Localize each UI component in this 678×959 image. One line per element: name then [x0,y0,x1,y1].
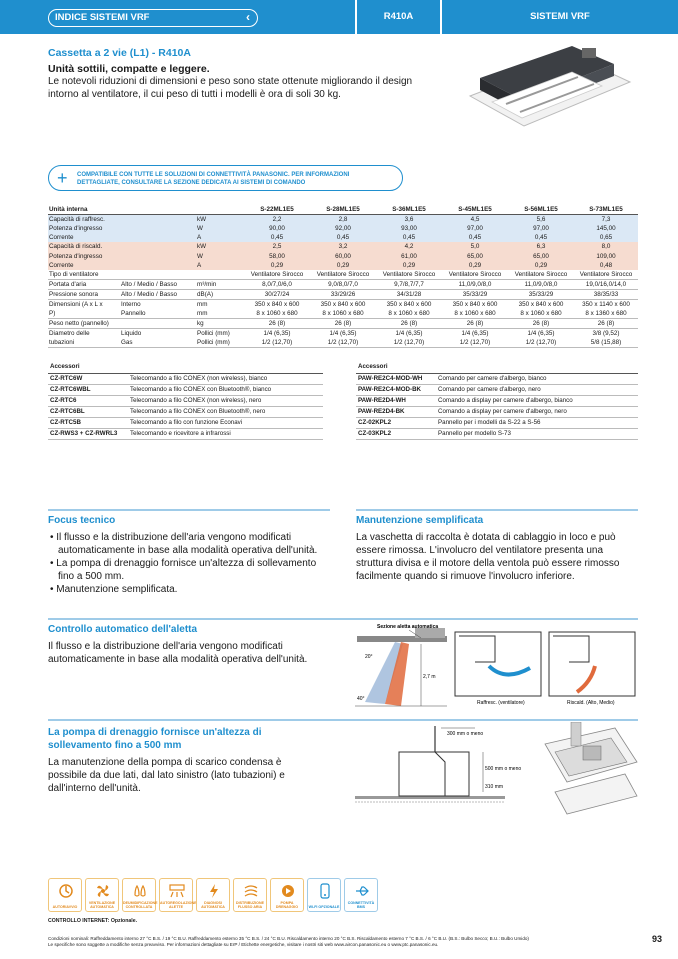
fan-icon [95,883,111,899]
spec-value: S-22ML1E5 [244,205,310,215]
accessory-code: CZ-RTC6 [48,395,128,406]
spec-value: 65,00 [508,252,574,261]
spec-value: 8 x 1060 x 680 [244,309,310,319]
spec-value: 8,0 [574,242,638,251]
spec-sublabel: Liquido [121,329,142,337]
pump-title: La pompa di drenaggio fornisce un'altezza di sollevamento fino a 500 mm [48,727,262,751]
spec-value: 9,7/8,7/7,7 [376,279,442,289]
dimension-label: 310 mm [485,784,504,790]
internet-control-note: CONTROLLO INTERNET: Opzionale. [48,918,138,924]
pump-detail-image [545,722,637,814]
spec-row [48,233,638,242]
focus-bullet-text: La pompa di drenaggio fornisce un'altezza di sollevamento fino a 500 mm. [56,558,317,582]
accessory-row [48,428,323,439]
feature-badge [196,878,230,912]
spec-value: 1/2 (12,70) [376,338,442,348]
spec-value: 35/33/29 [442,289,508,299]
spec-sublabel [120,261,196,270]
accessories-header: Accessori [356,362,638,373]
spec-row [48,338,638,348]
connectivity-text: COMPATIBILE CON TUTTE LE SOLUZIONI DI CONNETTIVITÀ PANASONIC. PER INFORMAZIONI DETTAGLIATE, CONSULTARE LA SEZIONE DEDICATA AI SISTEMI DI COMANDO [77,172,350,186]
spec-value: 0,45 [376,233,442,242]
spec-sublabel [120,215,196,225]
spec-value: 109,00 [574,252,638,261]
accessory-description: Comando per camere d'albergo, bianco [436,373,638,384]
accessory-description: Comando a display per camere d'albergo, bianco [436,395,638,406]
accessory-code: CZ-RTC6BL [48,406,128,417]
accessory-description: Comando a display per camere d'albergo, nero [436,406,638,417]
page-header [0,0,678,34]
spec-value: Ventilatore Sirocco [310,270,376,280]
focus-bullet [48,583,318,596]
spec-value: 5/8 (15,88) [574,338,638,348]
accessory-description: Telecomando a filo CONEX (non wireless), nero [128,395,323,406]
spec-value: 1/4 (6,35) [527,329,555,337]
spec-value: 26 (8) [310,318,376,328]
accessories-header-row [356,362,638,373]
spec-unit: Pollici (mm) [196,338,244,348]
feature-label: DIAGNOSI AUTOMATICA [201,901,225,909]
accessory-row [356,428,638,439]
spec-value: 8,0/7,0/6,0 [244,279,310,289]
louver-icon [169,883,185,899]
spec-unit: kW [196,215,244,225]
spec-row [48,205,638,215]
footnote: Condizioni nominali: Raffreddamento interno 27 °C B.S. / 19 °C B.U. Raffreddamento esterno 35 °C B.S. / 24 °C B.U. Riscaldamento interno 20 °C B.S. Riscaldamento esterno 7 °C B.S. / 6 °C B.U. (B.S.: Bulbo Secco; B.U.: Bulbo Umido) Le specifiche sono soggette a modifiche senza preavviso. Per informazioni dettagliate su ErP / Etichette energetiche, visitare i nostri siti web www.aircon.panasonic.eu o www.ptc.panasonic.eu. [48,936,529,947]
spec-label: Capacità di raffresc. [48,215,120,225]
spec-value: 2,2 [244,215,310,225]
spec-sublabel: Interno [121,300,141,308]
focus-title: Focus tecnico [48,515,116,526]
height-label: 2,7 m [423,674,436,680]
index-label: INDICE SISTEMI VRF [55,12,150,23]
spec-value: 8 x 1060 x 680 [376,309,442,319]
spec-value: 3,2 [310,242,376,251]
accessory-description: Telecomando a filo CONEX (non wireless), bianco [128,373,323,384]
spec-value: 0,29 [376,261,442,270]
focus-bullet [48,531,318,557]
accessory-code: CZ-RTC6W [48,373,128,384]
spec-value: 58,00 [244,252,310,261]
accessory-row [48,373,323,384]
spec-value: Ventilatore Sirocco [376,270,442,280]
spec-value: 350 x 840 x 600 [452,300,498,308]
accessory-code: PAW-RE2D4-WH [356,395,436,406]
spec-value: 97,00 [508,224,574,233]
spec-value: 93,00 [376,224,442,233]
accessory-row [48,395,323,406]
accessory-description: Telecomando a filo con funzione Econavi [128,417,323,428]
page-number: 93 [652,934,663,944]
spec-label: Potenza d'ingresso [48,224,120,233]
spec-value: 26 (8) [574,318,638,328]
spec-value: 1/2 (12,70) [442,338,508,348]
cassette-unit-image [462,38,632,148]
accessories-table-left [48,362,323,440]
pump-diagram [355,722,638,818]
accessory-row [48,384,323,395]
spec-label: P) [48,309,120,319]
accessory-row [48,417,323,428]
spec-sublabel [120,205,196,215]
section-rule [48,719,638,721]
spec-sublabel: Alto / Medio / Basso [120,289,196,299]
product-description: Le notevoli riduzioni di dimensioni e peso sono state ottenute migliorando il design intorno al ventilatore, il cui peso di tutti i modelli è ora di soli 30 kg. [48,76,413,100]
accessory-row [356,384,638,395]
spec-value: Ventilatore Sirocco [574,270,638,280]
louver-section-label: Sezione aletta automatica [377,624,439,630]
spec-table [48,205,638,348]
spec-value: 1/4 (6,35) [395,329,423,337]
spec-value: 5,6 [508,215,574,225]
spec-value: 1/2 (12,70) [508,338,574,348]
spec-row [48,224,638,233]
section-rule [48,618,638,620]
angle-label: 20° [365,654,373,660]
bullet-icon: • [50,584,57,595]
accessory-row [356,417,638,428]
accessories-table-right [356,362,638,440]
spec-sublabel [120,242,196,251]
dimension-label: 300 mm o meno [447,731,484,737]
spec-value: 0,45 [508,233,574,242]
feature-label: AUTOREGOLAZIONE ALETTE [160,901,197,909]
spec-row [48,318,638,328]
spec-value: 0,45 [442,233,508,242]
spec-value: Ventilatore Sirocco [442,270,508,280]
spec-unit: Pollici (mm) [197,329,230,337]
spec-value: 11,0/9,0/8,0 [508,279,574,289]
accessory-code: CZ-02KPL2 [356,417,436,428]
feature-badge [307,878,341,912]
spec-value: 38/35/33 [574,289,638,299]
spec-label: Potenza d'ingresso [48,252,120,261]
spec-value: Ventilatore Sirocco [508,270,574,280]
spec-value: 0,45 [310,233,376,242]
spec-value: 0,29 [442,261,508,270]
accessory-description: Pannello per modello S-73 [436,428,638,439]
maintenance-body: La vaschetta di raccolta è dotata di cablaggio in loco e può essere rimossa. L'involucro del ventilatore presenta una struttura divisa e il motore della ventola può essere rimosso facilmente quando si rimuove l'involucro inferiore. [356,532,620,582]
spec-value: 1/4 (6,35) [263,329,291,337]
spec-value: 7,3 [574,215,638,225]
product-title: Cassetta a 2 vie (L1) - R410A [48,47,191,59]
spec-unit: A [196,233,244,242]
spec-label: Pressione sonora [48,289,120,299]
accessory-row [356,373,638,384]
spec-value: 34/31/28 [376,289,442,299]
spec-value: 0,29 [310,261,376,270]
wifi-icon [317,883,333,899]
accessory-code: CZ-RTC6WBL [48,384,128,395]
feature-label: POMPA DRENAGGIO [275,901,299,909]
focus-bullet-text: Manutenzione semplificata. [56,584,178,595]
spec-sublabel: Alto / Medio / Basso [120,279,196,289]
spec-value: 97,00 [442,224,508,233]
feature-icons [48,878,378,912]
angle-label: 40° [357,696,365,702]
spec-sublabel: Pannello [120,309,196,319]
spec-value: 0,65 [574,233,638,242]
focus-bullet-text: Il flusso e la distribuzione dell'aria vengono modificati automaticamente in base alla modalità operativa dell'unità. [56,532,318,556]
spec-value: 6,3 [508,242,574,251]
spec-value: 8 x 1060 x 680 [310,309,376,319]
heating-label: Riscald. (Alto, Medio) [567,700,615,706]
plus-icon: + [57,168,68,188]
spec-label: Portata d'aria [48,279,120,289]
spec-label: tubazioni [48,338,120,348]
spec-unit: W [196,224,244,233]
feature-label: DISTRIBUZIONE FLUSSO ARIA [236,901,264,909]
spec-value: 3,6 [376,215,442,225]
accessory-code: CZ-03KPL2 [356,428,436,439]
connectivity-banner [48,165,403,191]
spec-sublabel: Gas [120,338,196,348]
spec-label: Corrente [48,233,120,242]
spec-row [48,289,638,299]
humidity-icon [132,883,148,899]
accessory-description: Telecomando a filo CONEX con Bluetooth®, nero [128,406,323,417]
spec-row [48,242,638,251]
spec-value: 0,29 [508,261,574,270]
spec-value: 350 x 840 x 600 [386,300,432,308]
accessory-description: Telecomando e ricevitore a infrarossi [128,428,323,439]
spec-value: 26 (8) [508,318,574,328]
spec-value: 4,2 [376,242,442,251]
spec-value: 90,00 [244,224,310,233]
spec-unit: kW [196,242,244,251]
spec-value: 8 x 1360 x 680 [574,309,638,319]
feature-label: WI-FI OPZIONALE [308,905,340,909]
spec-label: Tipo di ventilatore [48,270,120,280]
auto-icon [58,883,74,899]
accessory-row [48,406,323,417]
spec-value: 92,00 [310,224,376,233]
feature-badge [85,878,119,912]
feature-badge [344,878,378,912]
spec-value: 0,48 [574,261,638,270]
spec-unit [196,205,244,215]
focus-body [48,531,318,596]
maintenance-title: Manutenzione semplificata [356,515,484,526]
section-rule [48,509,330,511]
accessories-header-row [48,362,323,373]
spec-value: 33/29/26 [310,289,376,299]
spec-value: 8 x 1060 x 680 [508,309,574,319]
feature-label: CONNETTIVITÀ BMS [347,901,375,909]
focus-bullet [48,557,318,583]
spec-value: 0,45 [244,233,310,242]
spec-sublabel [120,233,196,242]
spec-label: Dimensioni (A x L x [49,300,103,308]
section-rule [356,509,638,511]
spec-unit: A [196,261,244,270]
spec-value: 145,00 [574,224,638,233]
pump-icon [280,883,296,899]
feature-label: AUTORIAVVIO [52,905,78,909]
spec-unit: mm [197,300,208,308]
spec-sublabel [120,318,196,328]
spec-value: 1/2 (12,70) [310,338,376,348]
spec-value: 65,00 [442,252,508,261]
spec-unit: kg [196,318,244,328]
header-index-area [0,0,355,34]
louver-title: Controllo automatico dell'aletta [48,624,198,635]
spec-value: S-28ML1E5 [310,205,376,215]
spec-value: 1/4 (6,35) [461,329,489,337]
spec-row [48,261,638,270]
refrigerant-tab: R410A [355,0,440,34]
bullet-icon: • [50,532,57,543]
accessory-description: Telecomando a filo CONEX con Bluetooth®, bianco [128,384,323,395]
spec-row [48,309,638,319]
spec-value: 2,8 [310,215,376,225]
spec-value: S-45ML1E5 [442,205,508,215]
bullet-icon: • [50,558,57,569]
spec-value: 11,0/9,0/8,0 [442,279,508,289]
accessories-header: Accessori [48,362,323,373]
cooling-label: Raffresc. (ventilatore) [477,700,525,706]
spec-unit: W [196,252,244,261]
spec-value: 350 x 1140 x 600 [582,300,630,308]
accessory-description: Comando per camere d'albergo, nero [436,384,638,395]
feature-label: DEUMIDIFICAZIONE CONTROLLATA [123,901,158,909]
spec-value: 2,5 [244,242,310,251]
index-link[interactable] [48,9,258,27]
spec-value: 35/33/29 [508,289,574,299]
spec-value: 30/27/24 [244,289,310,299]
spec-value: 4,5 [442,215,508,225]
spec-value: 9,0/8,0/7,0 [310,279,376,289]
spec-row [48,252,638,261]
product-subtitle: Unità sottili, compatte e leggere. [48,63,210,75]
spec-value: 60,00 [310,252,376,261]
focus-list [48,531,318,596]
spec-unit: m³/min [196,279,244,289]
accessory-code: CZ-RTC5B [48,417,128,428]
feature-badge [270,878,304,912]
spec-value: 26 (8) [244,318,310,328]
spec-value: 3/8 (9,52) [592,329,620,337]
spec-value: 1/4 (6,35) [329,329,357,337]
feature-badge [122,878,156,912]
pump-body: La manutenzione della pompa di scarico condensa è possibile da due lati, dal lato sinistro (lato tubazioni) e dall'interno dell'unità. [48,757,285,794]
spec-value: 26 (8) [442,318,508,328]
spec-label: Corrente [48,261,120,270]
feature-badge [48,878,82,912]
usb-icon [354,883,370,899]
dimension-label: 500 mm o meno [485,766,522,772]
louver-body: Il flusso e la distribuzione dell'aria vengono modificati automaticamente in base alla modalità operativa dell'unità. [48,641,308,665]
spec-value: 350 x 840 x 600 [254,300,300,308]
accessory-code: PAW-RE2C4-MOD-BK [356,384,436,395]
spec-value: 350 x 840 x 600 [320,300,366,308]
drain-icon [206,883,222,899]
section-tab: SISTEMI VRF [440,0,678,34]
spec-value: 350 x 840 x 600 [518,300,564,308]
louver-diagram [355,622,638,712]
spec-value: 0,29 [244,261,310,270]
accessory-code: PAW-RE2C4-MOD-WH [356,373,436,384]
spec-value: S-73ML1E5 [574,205,638,215]
feature-label: VENTILAZIONE AUTOMATICA [88,901,116,909]
spec-sublabel [120,270,196,280]
spec-sublabel [120,252,196,261]
spec-value: 8 x 1060 x 680 [442,309,508,319]
accessory-description: Pannello per i modelli da S-22 a S-56 [436,417,638,428]
spec-value: 19,0/16,0/14,0 [574,279,638,289]
spec-value: S-36ML1E5 [376,205,442,215]
spec-value: Ventilatore Sirocco [244,270,310,280]
spec-value: 1/2 (12,70) [244,338,310,348]
spec-label: Capacità di riscald. [48,242,120,251]
chevron-left-icon: ‹ [246,10,250,24]
spec-unit [196,270,244,280]
spec-label: Diametro delle [49,329,90,337]
spec-value: S-56ML1E5 [508,205,574,215]
spec-label: Peso netto (pannello) [48,318,120,328]
accessory-code: CZ-RWS3 + CZ-RWRL3 [48,428,128,439]
spec-value: 61,00 [376,252,442,261]
spec-unit: mm [196,309,244,319]
spec-label: Unità interna [48,205,120,215]
spec-sublabel [120,224,196,233]
accessory-row [356,395,638,406]
spec-unit: dB(A) [196,289,244,299]
spec-row [48,215,638,225]
spec-row [48,270,638,280]
spec-row [48,328,638,338]
spec-value: 26 (8) [376,318,442,328]
accessory-code: PAW-RE2D4-BK [356,406,436,417]
accessory-row [356,406,638,417]
feature-badge [233,878,267,912]
spec-value: 5,0 [442,242,508,251]
spec-row [48,299,638,309]
airflow-icon [243,883,259,899]
spec-row [48,279,638,289]
feature-badge [159,878,197,912]
